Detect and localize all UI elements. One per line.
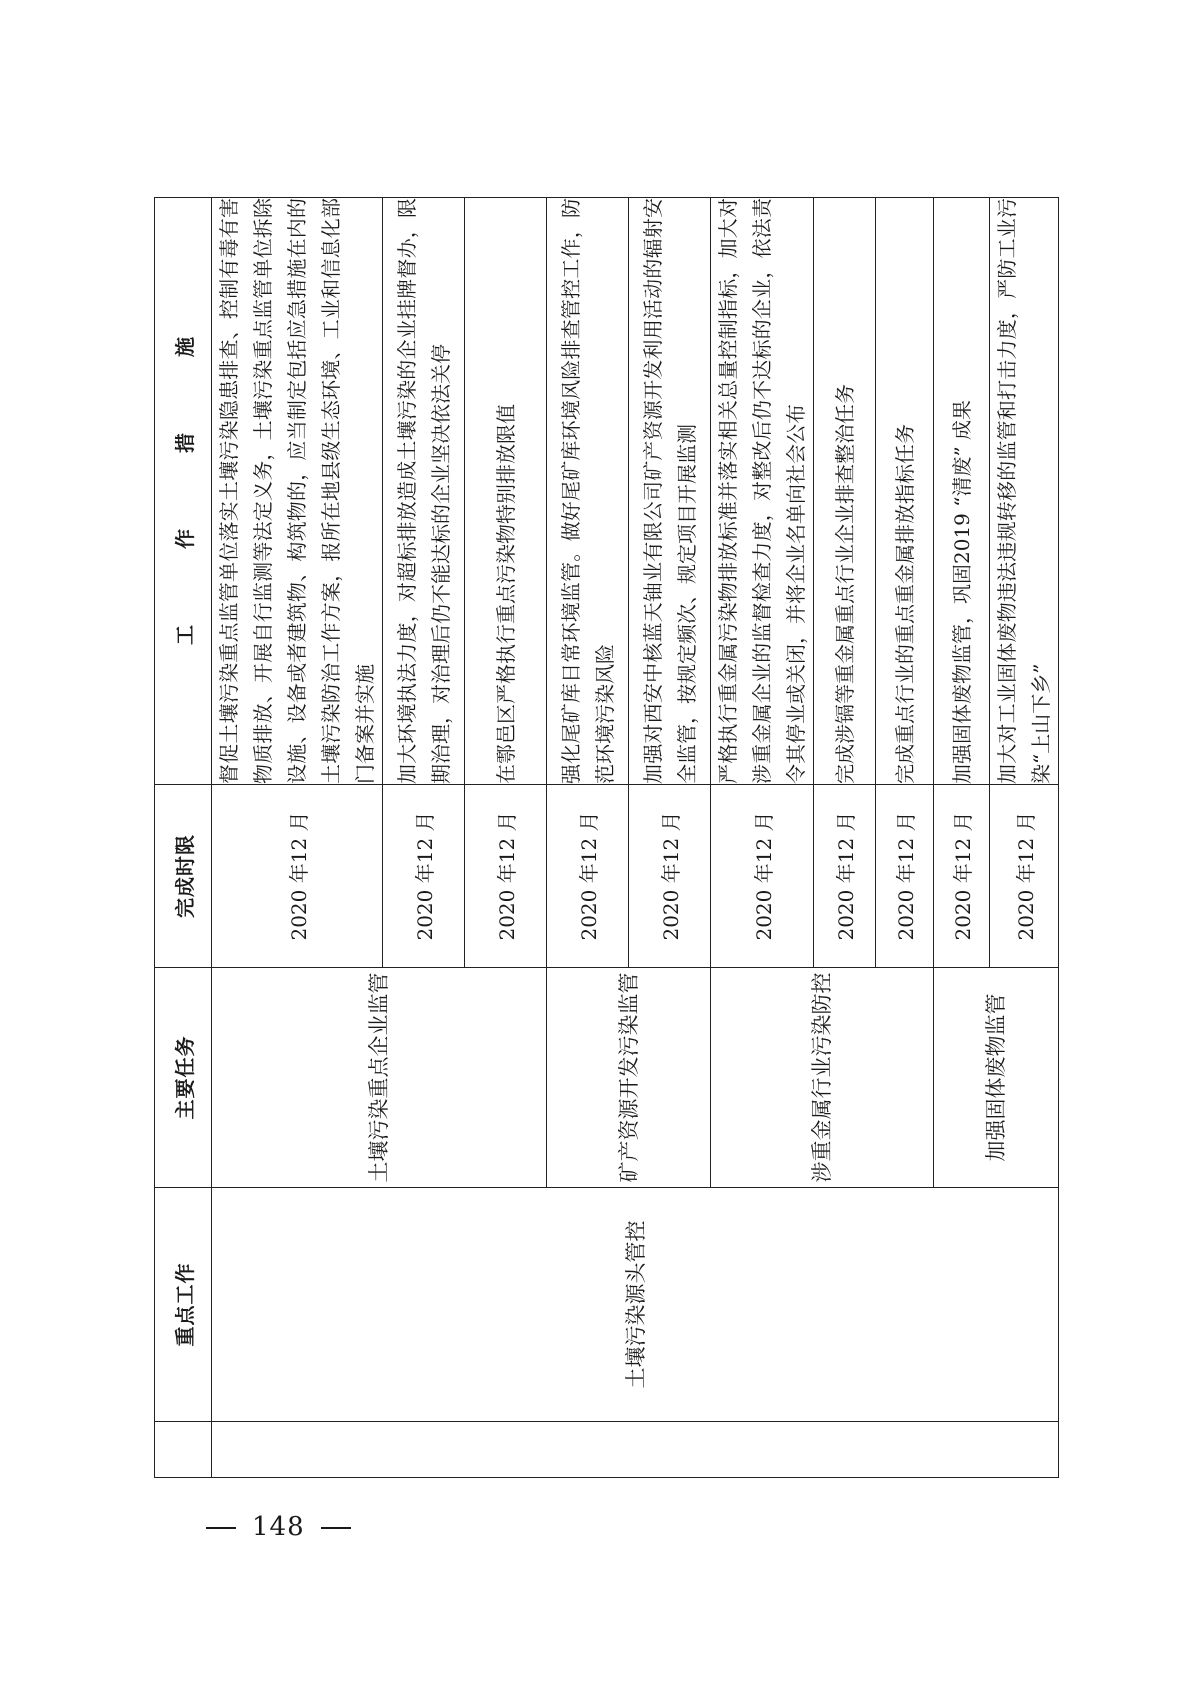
deadline-cell: 2020 年12 月 [547, 785, 629, 968]
page-number-text: 148 [252, 1512, 305, 1542]
task-heavy-metal: 涉重金属行业污染防控 [711, 968, 934, 1188]
measure-cell: 加大对工业固体废物违法违规转移的监管和打击力度，严防工业污染“上山下乡” [990, 198, 1059, 785]
deadline-cell: 2020 年12 月 [990, 785, 1059, 968]
header-deadline: 完成时限 [155, 785, 212, 968]
dash-left [206, 1527, 236, 1529]
measure-cell: 督促土壤污染重点监管单位落实土壤污染隐患排查、控制有毒有害物质排放、开展自行监测等法定义务，土壤污染重点监管单位拆除设施、设备或者建筑物、构筑物的，应当制定包括应急措施在内的土壤污染防治工作方案，报所在地县级生态环境、工业和信息化部门备案并实施 [212, 198, 383, 785]
corner-cell [155, 1422, 212, 1478]
deadline-cell: 2020 年12 月 [934, 785, 990, 968]
deadline-cell: 2020 年12 月 [383, 785, 465, 968]
deadline-cell: 2020 年12 月 [212, 785, 383, 968]
deadline-cell: 2020 年12 月 [465, 785, 547, 968]
dash-right [321, 1527, 351, 1529]
task-mining: 矿产资源开发污染监管 [547, 968, 711, 1188]
task-soil-enterprise: 土壤污染重点企业监管 [212, 968, 547, 1188]
task-solid-waste: 加强固体废物监管 [934, 968, 1059, 1188]
page-number [190, 1512, 367, 1542]
measure-cell: 完成重点行业的重点重金属排放指标任务 [876, 198, 934, 785]
measure-cell: 严格执行重金属污染物排放标准并落实相关总量控制指标，加大对涉重金属企业的监督检查力度，对整改后仍不达标的企业，依法责令其停业或关闭，并将企业名单向社会公布 [711, 198, 814, 785]
deadline-cell: 2020 年12 月 [629, 785, 711, 968]
measure-cell: 加强对西安中核蓝天铀业有限公司矿产资源开发利用活动的辐射安全监管，按规定频次、规定项目开展监测 [629, 198, 711, 785]
header-main-task: 主要任务 [155, 968, 212, 1188]
left-spacer-cell [212, 1422, 1059, 1478]
header-key-work: 重点工作 [155, 1188, 212, 1422]
measure-cell: 完成涉镉等重金属重点行业企业排查整治任务 [814, 198, 876, 785]
deadline-cell: 2020 年12 月 [814, 785, 876, 968]
key-work-cell: 土壤污染源头管控 [212, 1188, 1059, 1422]
measure-cell: 加强固体废物监管，巩固2019 “清废” 成果 [934, 198, 990, 785]
rotated-table-container [154, 198, 1053, 1478]
measure-cell: 强化尾矿库日常环境监管。做好尾矿库环境风险排查管控工作，防范环境污染风险 [547, 198, 629, 785]
deadline-cell: 2020 年12 月 [711, 785, 814, 968]
deadline-cell: 2020 年12 月 [876, 785, 934, 968]
work-measures-table [154, 197, 1059, 1478]
measure-cell: 在鄠邑区严格执行重点污染物特别排放限值 [465, 198, 547, 785]
header-measures: 工 作 措 施 [155, 198, 212, 785]
measure-cell: 加大环境执法力度，对超标排放造成土壤污染的企业挂牌督办，限期治理，对治理后仍不能达标的企业坚决依法关停 [383, 198, 465, 785]
